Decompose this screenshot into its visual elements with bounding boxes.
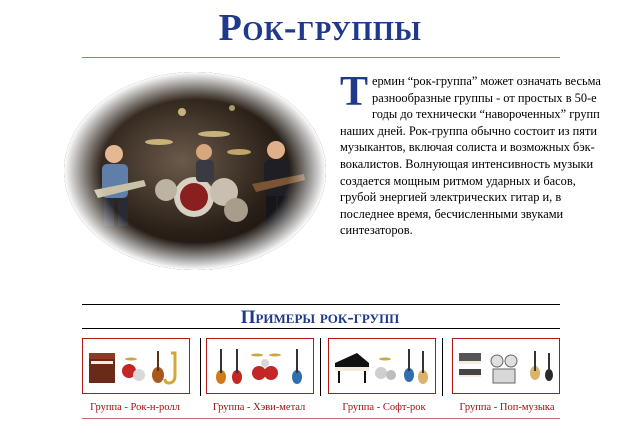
page-title: Рок-группы [218, 7, 422, 49]
example-label[interactable]: Группа - Поп-музыка [459, 402, 555, 413]
article-body: ермин “рок-группа” может означать весьма разнообразные группы - от простых в 50-е годы до технически “навороченных” групп наших дней. Рок-группа обычно состоит из пяти музыкантов, включая солиста и возможных бэк-вокалистов. Волнующая интенсивность музыки создается мощным ритмом ударных и басов, грубой энергией электрических гитар и, в последнее время, бесчисленными звуками синтезаторов. [340, 74, 601, 238]
examples-row [80, 338, 562, 418]
example-divider [200, 338, 201, 396]
drop-cap: Т [340, 69, 369, 115]
example-label[interactable]: Группа - Софт-рок [342, 402, 426, 413]
example-label[interactable]: Группа - Рок-н-ролл [90, 402, 180, 413]
example-divider [320, 338, 321, 396]
example-soft-rock[interactable] [328, 338, 436, 394]
example-heavy-metal[interactable] [206, 338, 314, 394]
example-label[interactable]: Группа - Хэви-метал [212, 402, 306, 413]
footer-divider [82, 418, 560, 419]
example-pop[interactable] [452, 338, 560, 394]
article-text [340, 69, 610, 239]
example-divider [442, 338, 443, 396]
section-rule-bottom [82, 328, 560, 329]
example-rock-n-roll[interactable] [82, 338, 190, 394]
section-title: Примеры рок-групп [240, 307, 400, 328]
title-divider [82, 57, 560, 58]
section-rule-top [82, 304, 560, 305]
band-photo [64, 72, 326, 270]
